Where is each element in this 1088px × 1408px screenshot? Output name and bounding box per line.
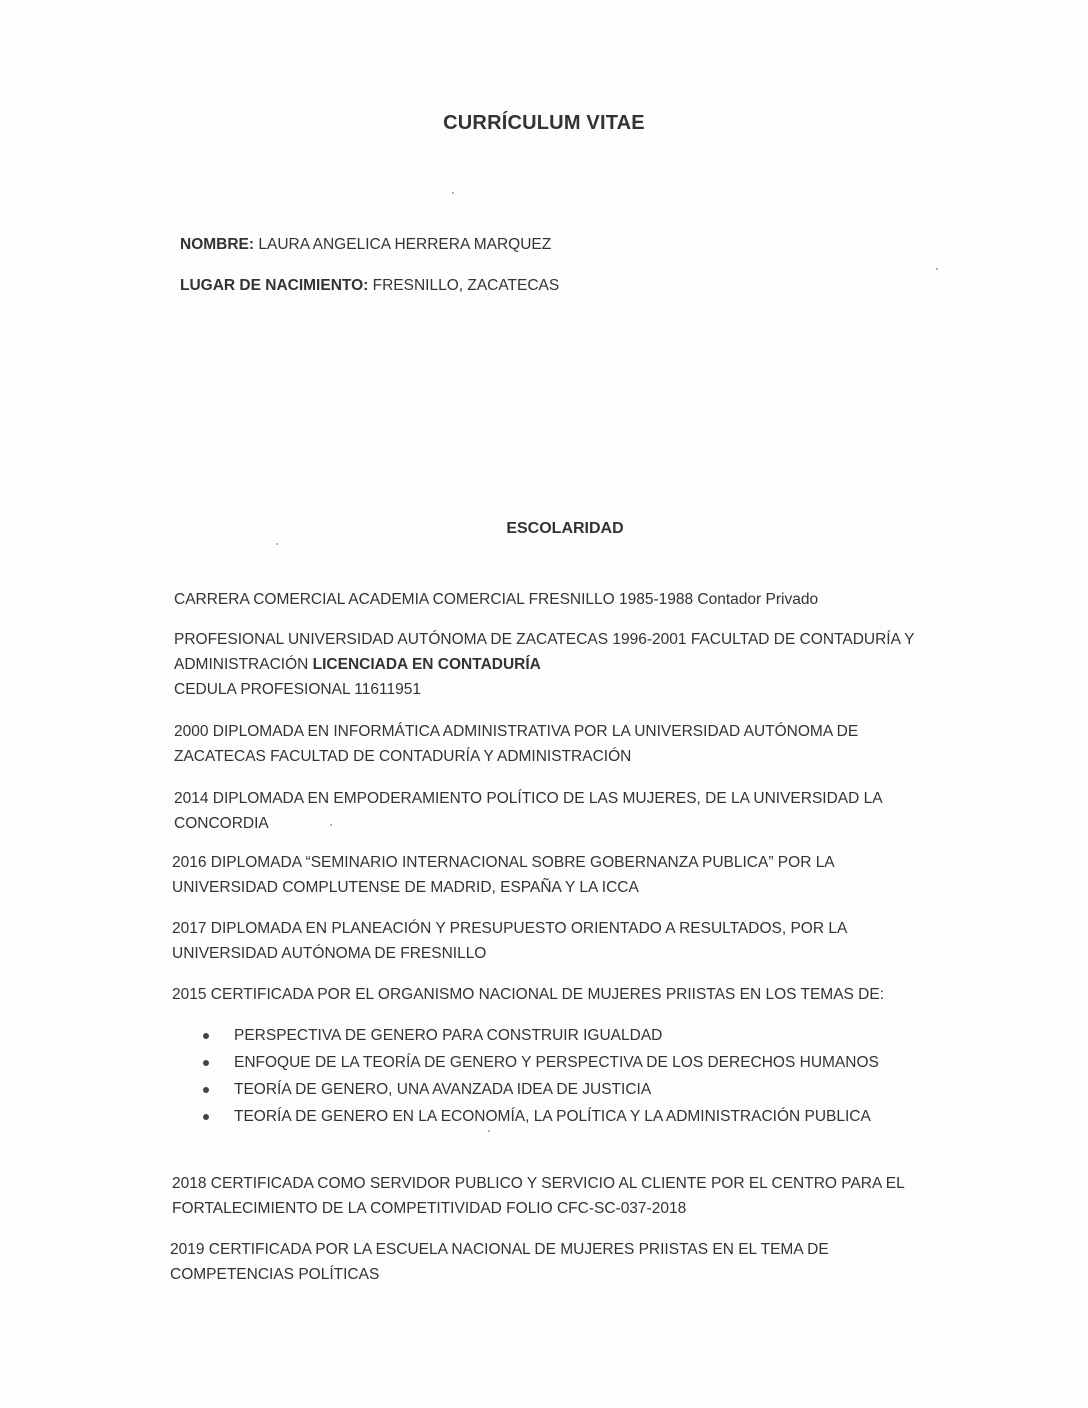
- education-entry: 2000 DIPLOMADA EN INFORMÁTICA ADMINISTRATIVA POR LA UNIVERSIDAD AUTÓNOMA DE ZACATECAS FACULTAD DE CONTADURÍA Y ADMINISTRACIÓN: [174, 723, 859, 765]
- list-item: [200, 1103, 879, 1130]
- education-entry: 2016 DIPLOMADA “SEMINARIO INTERNACIONAL SOBRE GOBERNANZA PUBLICA” POR LA UNIVERSIDAD COMPLUTENSE DE MADRID, ESPAÑA Y LA ICCA: [172, 854, 834, 896]
- topic-text: TEORÍA DE GENERO EN LA ECONOMÍA, LA POLÍTICA Y LA ADMINISTRACIÓN PUBLICA: [234, 1108, 871, 1125]
- education-entry-line: [174, 652, 1034, 677]
- name-value: LAURA ANGELICA HERRERA MARQUEZ: [258, 236, 552, 253]
- professional-license: CEDULA PROFESIONAL 11611951: [174, 681, 421, 698]
- degree-title: LICENCIADA EN CONTADURÍA: [312, 656, 541, 673]
- education-entry: 2017 DIPLOMADA EN PLANEACIÓN Y PRESUPUESTO ORIENTADO A RESULTADOS, POR LA UNIVERSIDAD AUTÓNOMA DE FRESNILLO: [172, 920, 847, 962]
- list-item: [200, 1022, 879, 1049]
- list-item: [200, 1076, 879, 1103]
- topic-text: PERSPECTIVA DE GENERO PARA CONSTRUIR IGUALDAD: [234, 1027, 663, 1044]
- birthplace-value: FRESNILLO, ZACATECAS: [372, 277, 560, 294]
- scan-speck: [330, 824, 332, 826]
- name-label: NOMBRE:: [180, 236, 255, 253]
- scan-speck: [276, 543, 278, 545]
- education-entry-profesional: [174, 627, 1034, 702]
- scan-speck: [452, 192, 454, 194]
- bullet-icon: [203, 1087, 209, 1093]
- bullet-icon: [203, 1114, 209, 1120]
- list-item: [200, 1049, 879, 1076]
- education-entry: 2015 CERTIFICADA POR EL ORGANISMO NACIONAL DE MUJERES PRIISTAS EN LOS TEMAS DE:: [172, 986, 885, 1003]
- education-entry-line: PROFESIONAL UNIVERSIDAD AUTÓNOMA DE ZACATECAS 1996-2001 FACULTAD DE CONTADURÍA Y: [174, 631, 915, 648]
- section-title-escolaridad: ESCOLARIDAD: [506, 520, 624, 537]
- bullet-icon: [203, 1060, 209, 1066]
- education-entry: 2018 CERTIFICADA COMO SERVIDOR PUBLICO Y SERVICIO AL CLIENTE POR EL CENTRO PARA EL FORTALECIMIENTO DE LA COMPETITIVIDAD FOLIO CFC-SC-037-2018: [172, 1175, 905, 1217]
- topics-list: [200, 1022, 879, 1130]
- page-title: CURRÍCULUM VITAE: [443, 112, 645, 134]
- birthplace-field: [180, 277, 559, 295]
- birthplace-label: LUGAR DE NACIMIENTO:: [180, 277, 369, 294]
- education-entry: CARRERA COMERCIAL ACADEMIA COMERCIAL FRESNILLO 1985-1988 Contador Privado: [174, 591, 819, 608]
- bullet-icon: [203, 1033, 209, 1039]
- scan-speck: [488, 1130, 490, 1132]
- scan-speck: [936, 268, 938, 270]
- topic-text: TEORÍA DE GENERO, UNA AVANZADA IDEA DE JUSTICIA: [234, 1081, 652, 1098]
- education-entry: 2014 DIPLOMADA EN EMPODERAMIENTO POLÍTICO DE LAS MUJERES, DE LA UNIVERSIDAD LA CONCORDIA: [174, 790, 882, 832]
- education-entry-text: ADMINISTRACIÓN: [174, 656, 313, 673]
- education-entry: 2019 CERTIFICADA POR LA ESCUELA NACIONAL DE MUJERES PRIISTAS EN EL TEMA DE COMPETENCIAS POLÍTICAS: [170, 1241, 829, 1283]
- topic-text: ENFOQUE DE LA TEORÍA DE GENERO Y PERSPECTIVA DE LOS DERECHOS HUMANOS: [234, 1054, 879, 1071]
- name-field: [180, 236, 551, 254]
